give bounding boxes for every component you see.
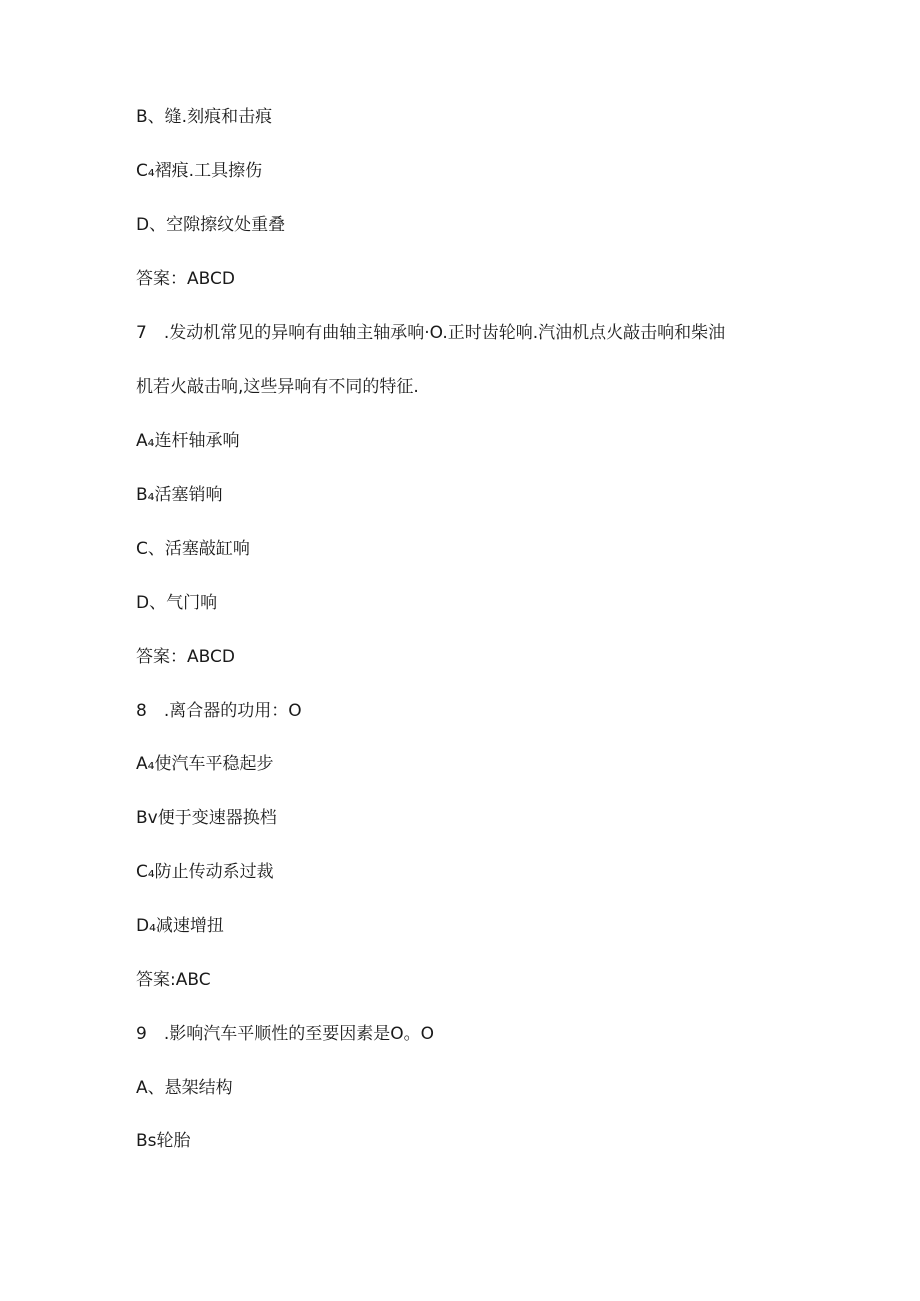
question-9: 9 .影响汽车平顺性的至要因素是O。O [136, 1024, 434, 1044]
answer-q6: 答案：ABCD [136, 269, 235, 289]
option-c-q7: C、活塞敲缸响 [136, 539, 250, 559]
option-d-q8: D₄减速增扭 [136, 916, 224, 936]
option-a-q8: A₄使汽车平稳起步 [136, 754, 274, 774]
option-d-q7: D、气门响 [136, 593, 218, 613]
option-c-q8: C₄防止传动系过裁 [136, 862, 274, 882]
option-a-q9: A、悬架结构 [136, 1078, 233, 1098]
question-7-line-1: 7 .发动机常见的异响有曲轴主轴承响·O.正时齿轮响.汽油机点火敲击响和柴油 [136, 323, 726, 343]
option-d-q6: D、空隙擦纹处重叠 [136, 215, 286, 235]
option-b-q7: B₄活塞销响 [136, 485, 223, 505]
answer-q8: 答案:ABC [136, 970, 211, 990]
option-a-q7: A₄连杆轴承响 [136, 431, 240, 451]
question-8: 8 .离合器的功用：O [136, 701, 302, 721]
option-b-q9: Bs轮胎 [136, 1131, 191, 1151]
option-b-q6: B、缝.刻痕和击痕 [136, 107, 273, 127]
option-b-q8: Bv便于变速器换档 [136, 808, 277, 828]
answer-q7: 答案：ABCD [136, 647, 235, 667]
option-c-q6: C₄褶痕.工具擦伤 [136, 161, 263, 181]
question-7-line-2: 机若火敲击响,这些异响有不同的特征. [136, 377, 419, 397]
